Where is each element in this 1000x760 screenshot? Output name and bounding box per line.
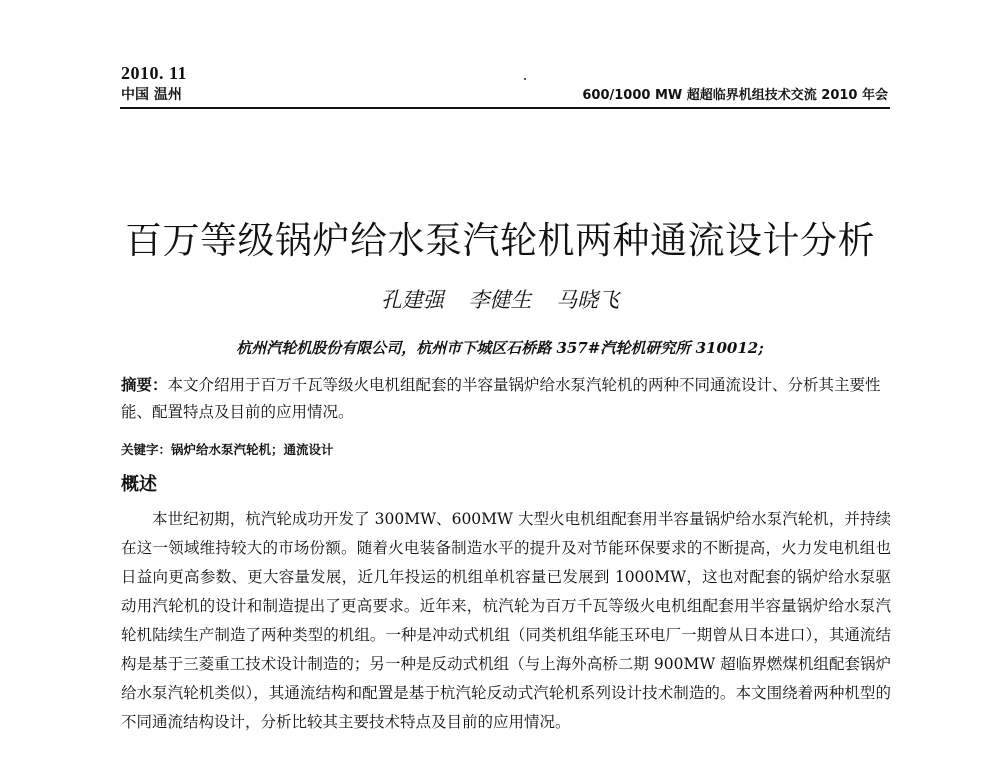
body-paragraph: 本世纪初期，杭汽轮成功开发了 300MW、600MW 大型火电机组配套用半容量锅炉给水泵汽轮机，并持续在这一领域维持较大的市场份额。随着火电装备制造水平的提升及对节能环保要求的不断提高，火力发电机组也日益向更高参数、更大容量发展，近几年投运的机组单机容量已发展到 1000MW，这也对配套的锅炉给水泵驱动用汽轮机的设计和制造提出了更高要求。近年来，杭汽轮为百万千瓦等级火电机组配套用半容量锅炉给水泵汽轮机陆续生产制造了两种类型的机组。一种是冲动式机组（同类机组华能玉环电厂一期曾从日本进口），其通流结构是基于三菱重工技术设计制造的；另一种是反动式机组（与上海外高桥二期 900MW 超临界燃煤机组配套锅炉给水泵汽轮机类似），其通流结构和配置是基于杭汽轮反动式汽轮机系列设计技术制造的。本文围绕着两种机型的不同通流结构设计，分析比较其主要技术特点及目前的应用情况。 (121, 510, 891, 731)
abstract-text: 本文介绍用于百万千瓦等级火电机组配套的半容量锅炉给水泵汽轮机的两种不同通流设计、分析其主要性能、配置特点及目前的应用情况。 (121, 376, 881, 421)
header-date: 2010. 11 (121, 63, 188, 83)
abstract-label: 摘要： (121, 376, 168, 394)
paper-affiliation: 杭州汽轮机股份有限公司，杭州市下城区石桥路 357#汽轮机研究所 310012; (236, 339, 764, 357)
header-location: 中国 温州 (121, 87, 182, 103)
paper-title: 百万等级锅炉给水泵汽轮机两种通流设计分析 (125, 219, 875, 262)
keywords (121, 440, 334, 458)
section-heading: 概述 (121, 474, 157, 495)
keywords-label: 关键字： (121, 442, 172, 457)
header-conference: 600/1000 MW 超超临界机组技术交流 2010 年会 (582, 88, 888, 103)
paper-authors: 孔建强 李健生 马晓飞 (380, 288, 620, 312)
header-divider (120, 107, 890, 109)
scan-speck (524, 78, 526, 80)
abstract (121, 372, 891, 426)
header-left (121, 62, 187, 106)
keywords-text: 锅炉给水泵汽轮机；通流设计 (171, 442, 334, 457)
